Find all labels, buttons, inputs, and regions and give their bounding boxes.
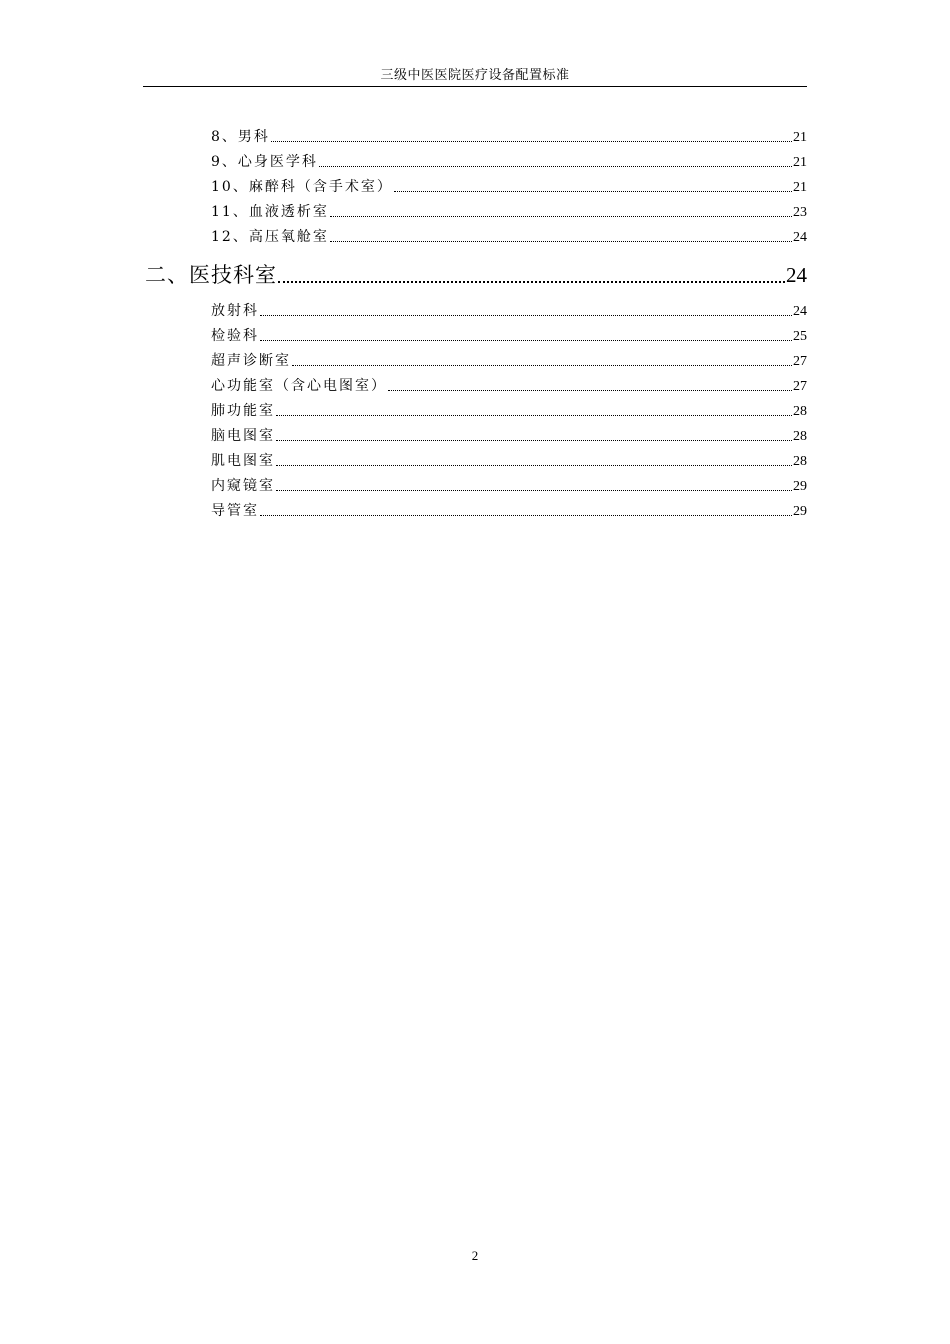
toc-entry-cardiac-function[interactable] bbox=[211, 376, 807, 396]
toc-entry-label: 检验科 bbox=[211, 328, 259, 344]
toc-entry-label: 9、心身医学科 bbox=[211, 154, 318, 170]
toc-entry-eeg[interactable] bbox=[211, 426, 807, 446]
header-rule bbox=[143, 86, 807, 87]
toc-entry-label: 8、男科 bbox=[211, 129, 270, 145]
toc-entry-page: 21 bbox=[793, 180, 807, 195]
toc-entry-hyperbaric-oxygen[interactable] bbox=[211, 227, 807, 247]
toc-entry-hemodialysis[interactable] bbox=[211, 202, 807, 222]
toc-entry-label: 超声诊断室 bbox=[211, 353, 291, 369]
toc-entry-page: 21 bbox=[793, 155, 807, 170]
toc-entry-psychosomatic[interactable] bbox=[211, 152, 807, 172]
page-number: 2 bbox=[471, 1248, 479, 1263]
toc-leader-dots bbox=[276, 490, 792, 491]
toc-leader-dots bbox=[260, 315, 792, 316]
toc-leader-dots bbox=[260, 340, 792, 341]
toc-entry-label: 心功能室（含心电图室） bbox=[211, 378, 387, 394]
toc-entry-page: 24 bbox=[793, 304, 807, 319]
toc-entry-pulmonary-function[interactable] bbox=[211, 401, 807, 421]
toc-entry-page: 24 bbox=[793, 230, 807, 245]
toc-section-label: 二、医技科室 bbox=[145, 263, 277, 287]
toc-entry-label: 11、血液透析室 bbox=[211, 204, 329, 220]
toc-entry-radiology[interactable] bbox=[211, 301, 807, 321]
toc-entry-label: 肌电图室 bbox=[211, 453, 275, 469]
toc-section-medical-technology[interactable] bbox=[145, 261, 807, 289]
toc-entry-label: 肺功能室 bbox=[211, 403, 275, 419]
running-header: 三级中医医院医疗设备配置标准 bbox=[380, 68, 570, 83]
toc-leader-dots bbox=[319, 166, 792, 167]
toc-leader-dots bbox=[330, 241, 792, 242]
toc-entry-ultrasound[interactable] bbox=[211, 351, 807, 371]
toc-entry-page: 29 bbox=[793, 504, 807, 519]
toc-entry-page: 28 bbox=[793, 404, 807, 419]
toc-entry-label: 脑电图室 bbox=[211, 428, 275, 444]
toc-entry-laboratory[interactable] bbox=[211, 326, 807, 346]
toc-entry-anesthesiology[interactable] bbox=[211, 177, 807, 197]
toc-entry-page: 28 bbox=[793, 429, 807, 444]
toc-entry-endoscopy[interactable] bbox=[211, 476, 807, 496]
toc-leader-dots bbox=[330, 216, 792, 217]
toc-entry-label: 内窥镜室 bbox=[211, 478, 275, 494]
toc-leader-dots bbox=[394, 191, 792, 192]
toc-leader-dots bbox=[292, 365, 792, 366]
toc-entry-page: 29 bbox=[793, 479, 807, 494]
toc-entry-page: 27 bbox=[793, 354, 807, 369]
toc-entry-page: 28 bbox=[793, 454, 807, 469]
toc-section-page: 24 bbox=[786, 263, 807, 287]
toc-entry-page: 23 bbox=[793, 205, 807, 220]
toc-entry-catheterization[interactable] bbox=[211, 501, 807, 521]
toc-leader-dots bbox=[260, 515, 792, 516]
toc-entry-emg[interactable] bbox=[211, 451, 807, 471]
toc-entry-page: 25 bbox=[793, 329, 807, 344]
toc-entry-label: 12、高压氧舱室 bbox=[211, 229, 329, 245]
toc-leader-dots bbox=[278, 281, 785, 283]
toc-entry-label: 导管室 bbox=[211, 503, 259, 519]
toc-leader-dots bbox=[276, 465, 792, 466]
toc-entry-page: 21 bbox=[793, 130, 807, 145]
toc-entry-label: 10、麻醉科（含手术室） bbox=[211, 179, 393, 195]
toc-leader-dots bbox=[276, 440, 792, 441]
toc-leader-dots bbox=[276, 415, 792, 416]
toc-leader-dots bbox=[388, 390, 792, 391]
toc-entry-page: 27 bbox=[793, 379, 807, 394]
toc-entry-andrology[interactable] bbox=[211, 127, 807, 147]
toc-leader-dots bbox=[271, 141, 792, 142]
toc-entry-label: 放射科 bbox=[211, 303, 259, 319]
